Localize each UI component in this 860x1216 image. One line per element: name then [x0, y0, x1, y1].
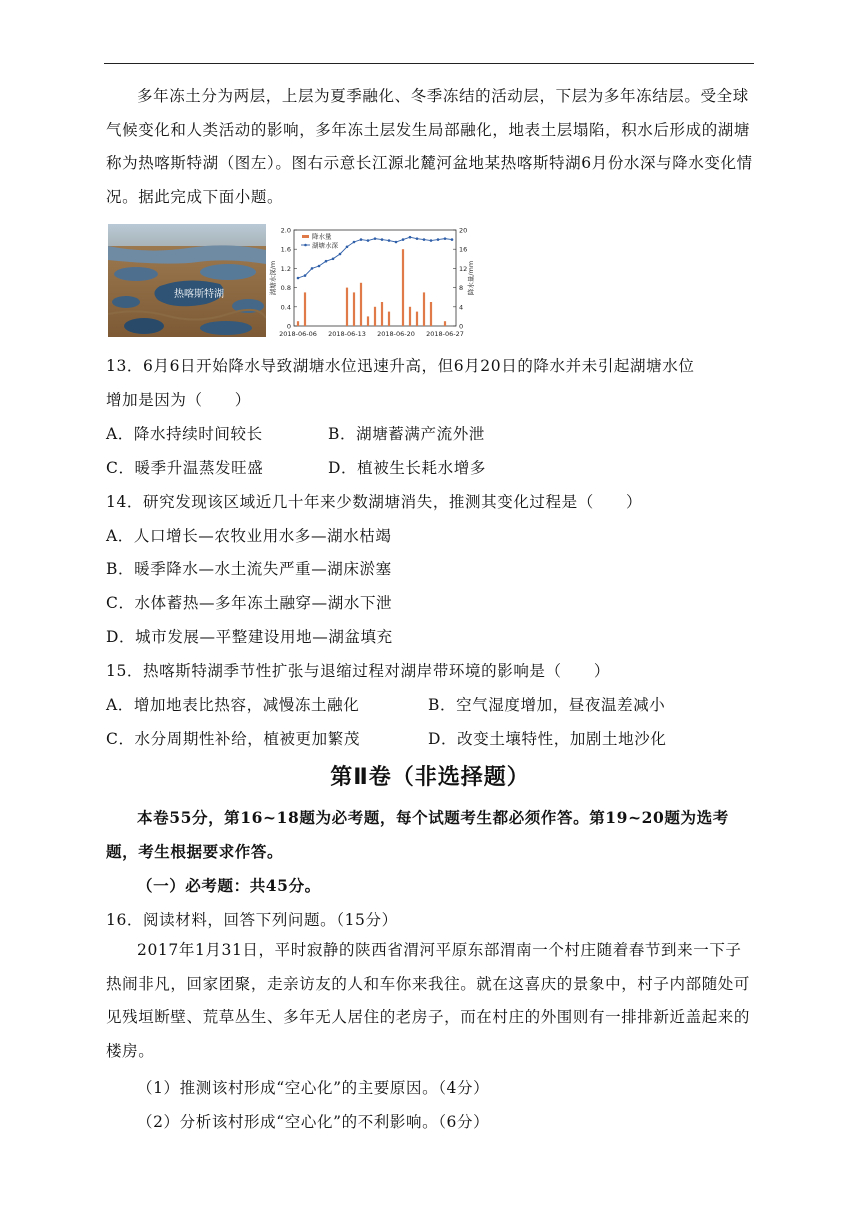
- water-depth-point: [332, 258, 335, 261]
- water-depth-point: [423, 238, 426, 241]
- left-tick-label: 0.8: [280, 284, 291, 293]
- q16-material: 2017年1月31日，平时寂静的陕西省渭河平原东部渭南一个村庄随着春节到来一下子热闹非凡，回家团聚，走亲访友的人和车你来我往。就在这喜庆的景象中，村子内部随处可见残垣断壁、荒草丛生、多年无人居住的老房子，而在村庄的外围则有一排排新近盖起来的楼房。: [106, 941, 751, 1060]
- precipitation-bar: [388, 312, 390, 326]
- x-tick-label: 2018-06-13: [328, 330, 366, 338]
- water-depth-point: [367, 239, 370, 242]
- precipitation-bar: [374, 307, 376, 326]
- precipitation-bar: [381, 302, 383, 326]
- q16-stem: 16．阅读材料，回答下列问题。（15分）: [106, 911, 398, 929]
- water-depth-point: [318, 265, 321, 268]
- right-tick-label: 4: [459, 303, 464, 312]
- water-depth-point: [444, 237, 447, 240]
- water-depth-point: [346, 246, 349, 249]
- q13-option-b: B．湖塘蓄满产流外泄: [328, 425, 485, 443]
- q14-option-d: D．城市发展—平整建设用地—湖盆填充: [106, 628, 393, 646]
- right-tick-label: 20: [459, 226, 468, 235]
- x-tick-label: 2018-06-06: [279, 330, 317, 338]
- water-depth-point: [437, 238, 440, 241]
- right-tick-label: 0: [459, 322, 464, 331]
- water-depth-point: [339, 253, 342, 256]
- precipitation-bar: [360, 283, 362, 326]
- precipitation-bar: [416, 312, 418, 326]
- intro-paragraph: 多年冻土分为两层，上层为夏季融化、冬季冻结的活动层，下层为多年冻结层。受全球气候变化和人类活动的影响，多年冻土层发生局部融化，地表土层塌陷，积水后形成的湖塘称为热喀斯特湖（图左）。图右示意长江源北麓河盆地某热喀斯特湖6月份水深与降水变化情况。据此完成下面小题。: [106, 87, 753, 206]
- q13-option-d: D．植被生长耗水增多: [328, 459, 486, 477]
- water-depth-point: [374, 237, 377, 240]
- q14-option-b: B．暖季降水—水土流失严重—湖床淤塞: [106, 560, 392, 578]
- water-depth-point: [297, 277, 300, 280]
- water-depth-point: [381, 238, 384, 241]
- water-depth-point: [360, 238, 363, 241]
- left-tick-label: 1.6: [280, 245, 291, 254]
- q16-sub2: （2）分析该村形成“空心化”的不利影响。（6分）: [137, 1113, 490, 1131]
- precipitation-bar: [444, 321, 446, 326]
- legend-label-precipitation: 降水量: [312, 232, 332, 241]
- precipitation-bar: [423, 292, 425, 326]
- precipitation-bar: [409, 307, 411, 326]
- precipitation-bar: [367, 316, 369, 326]
- q14-stem: 14．研究发现该区域近几十年来少数湖塘消失，推测其变化过程是（ ）: [106, 493, 643, 511]
- depth-precipitation-chart: [266, 222, 478, 342]
- legend-swatch-precipitation: [302, 235, 309, 238]
- q13-stem-line1: 13．6月6日开始降水导致湖塘水位迅速升高，但6月20日的降水并未引起湖塘水位: [106, 357, 695, 375]
- q15-option-a: A．增加地表比热容，减慢冻土融化: [106, 696, 360, 714]
- y-axis-label-right: 降水量/mm: [467, 260, 475, 296]
- water-depth-point: [402, 238, 405, 241]
- section-note: 本卷55分，第16~18题为必考题，每个试题考生都必须作答。第19~20题为选考题，考生根据要求作答。: [106, 808, 729, 861]
- water-depth-point: [325, 260, 328, 263]
- left-tick-label: 1.2: [280, 264, 291, 273]
- precipitation-bar: [297, 321, 299, 326]
- left-tick-label: 0.4: [280, 303, 291, 312]
- top-rule: [104, 63, 754, 64]
- precipitation-bar: [353, 292, 355, 326]
- q15-stem: 15．热喀斯特湖季节性扩张与退缩过程对湖岸带环境的影响是（ ）: [106, 662, 610, 680]
- left-tick-label: 2.0: [280, 226, 291, 235]
- water-depth-point: [388, 239, 391, 242]
- precipitation-bar: [430, 302, 432, 326]
- left-tick-label: 0: [286, 322, 291, 331]
- water-depth-point: [451, 238, 454, 241]
- water-depth-point: [395, 241, 398, 244]
- precipitation-bar: [346, 288, 348, 326]
- photo-label: 热喀斯特湖: [174, 289, 224, 300]
- q13-option-a: A．降水持续时间较长: [106, 425, 263, 443]
- y-axis-label-left: 湖塘水深/m: [269, 260, 277, 296]
- q13-stem-line2: 增加是因为（ ）: [106, 391, 251, 409]
- q14-option-c: C．水体蓄热—多年冻土融穿—湖水下泄: [106, 594, 393, 612]
- legend-marker-depth: [304, 244, 307, 247]
- q16-sub1: （1）推测该村形成“空心化”的主要原因。（4分）: [137, 1079, 490, 1097]
- precipitation-bar: [304, 292, 306, 326]
- right-tick-label: 8: [459, 284, 464, 293]
- q15-option-d: D．改变土壤特性，加剧土地沙化: [428, 730, 667, 748]
- water-depth-point: [304, 274, 307, 277]
- water-depth-point: [430, 239, 433, 242]
- q14-option-a: A．人口增长—农牧业用水多—湖水枯竭: [106, 527, 392, 545]
- legend-label-depth: 湖塘水深: [312, 241, 338, 250]
- q13-option-c: C．暖季升温蒸发旺盛: [106, 459, 264, 477]
- right-tick-label: 12: [459, 264, 468, 273]
- precipitation-bar: [402, 249, 404, 326]
- section-sub-heading: （一）必考题：共45分。: [137, 876, 321, 895]
- water-depth-point: [409, 236, 412, 239]
- section-title: 第Ⅱ卷（非选择题）: [330, 765, 530, 790]
- right-tick-label: 16: [459, 245, 468, 254]
- q15-option-b: B．空气湿度增加，昼夜温差减小: [428, 696, 666, 714]
- water-depth-point: [416, 237, 419, 240]
- water-depth-point: [353, 241, 356, 244]
- water-depth-point: [311, 267, 314, 270]
- q15-option-c: C．水分周期性补给，植被更加繁茂: [106, 730, 360, 748]
- x-tick-label: 2018-06-27: [426, 330, 464, 338]
- x-tick-label: 2018-06-20: [377, 330, 415, 338]
- thermokarst-lake-photo: [108, 224, 266, 337]
